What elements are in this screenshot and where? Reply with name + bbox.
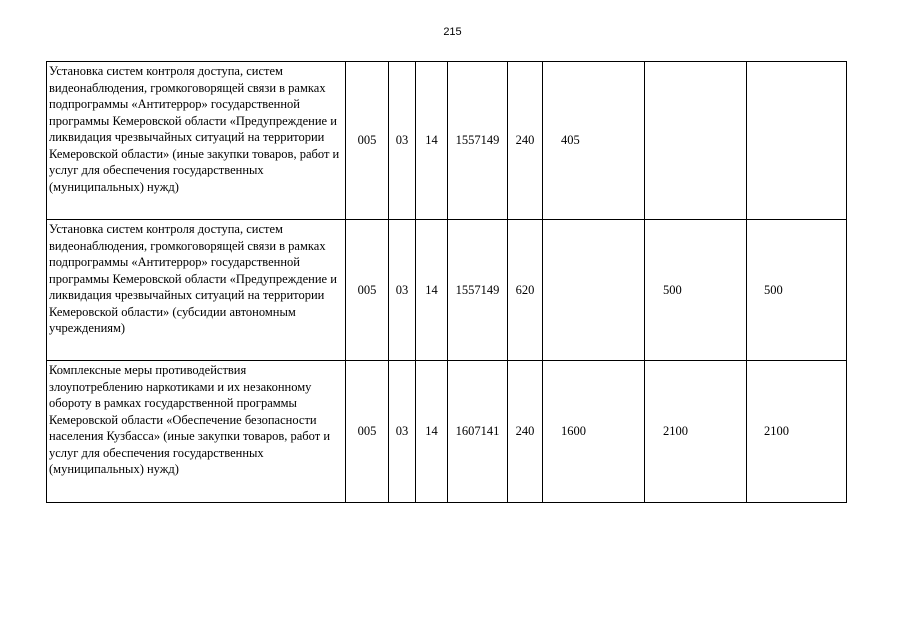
cell-ministry-code: 005 [346,62,389,220]
cell-sum-3: 2100 [747,361,847,503]
cell-sum-2 [645,62,747,220]
cell-section-code: 03 [389,220,416,361]
table-row [47,62,847,220]
cell-ministry-code: 005 [346,220,389,361]
cell-sum-2: 500 [645,220,747,361]
cell-expense-type: 620 [508,220,543,361]
cell-ministry-code: 005 [346,361,389,503]
cell-sum-1: 1600 [543,361,645,503]
table-row [47,361,847,503]
cell-expense-type: 240 [508,361,543,503]
cell-subsection-code: 14 [416,220,448,361]
cell-sum-1: 405 [543,62,645,220]
cell-target-code: 1557149 [448,220,508,361]
cell-subsection-code: 14 [416,62,448,220]
cell-description: Установка систем контроля доступа, систем видеонаблюдения, громкоговорящей связи в рамках подпрограммы «Антитеррор» государственной программы Кемеровской области «Предупреждение и ликвидация чрезвычайных ситуаций на территории Кемеровской области» (иные закупки товаров, работ и услуг для обеспечения государственных (муниципальных) нужд) [47,62,346,220]
cell-section-code: 03 [389,361,416,503]
cell-section-code: 03 [389,62,416,220]
budget-table [46,61,847,503]
table-row [47,220,847,361]
cell-sum-3: 500 [747,220,847,361]
cell-subsection-code: 14 [416,361,448,503]
cell-target-code: 1607141 [448,361,508,503]
cell-description: Комплексные меры противодействия злоупотреблению наркотиками и их незаконному обороту в рамках государственной программы Кемеровской области «Обеспечение безопасности населения Кузбасса» (иные закупки товаров, работ и услуг для обеспечения государственных (муниципальных) нужд) [47,361,346,503]
cell-expense-type: 240 [508,62,543,220]
cell-sum-1 [543,220,645,361]
cell-description: Установка систем контроля доступа, систем видеонаблюдения, громкоговорящей связи в рамках подпрограммы «Антитеррор» государственной программы Кемеровской области «Предупреждение и ликвидация чрезвычайных ситуаций на территории Кемеровской области» (субсидии автономным учреждениям) [47,220,346,361]
page-number: 215 [443,26,462,38]
cell-target-code: 1557149 [448,62,508,220]
cell-sum-3 [747,62,847,220]
cell-sum-2: 2100 [645,361,747,503]
